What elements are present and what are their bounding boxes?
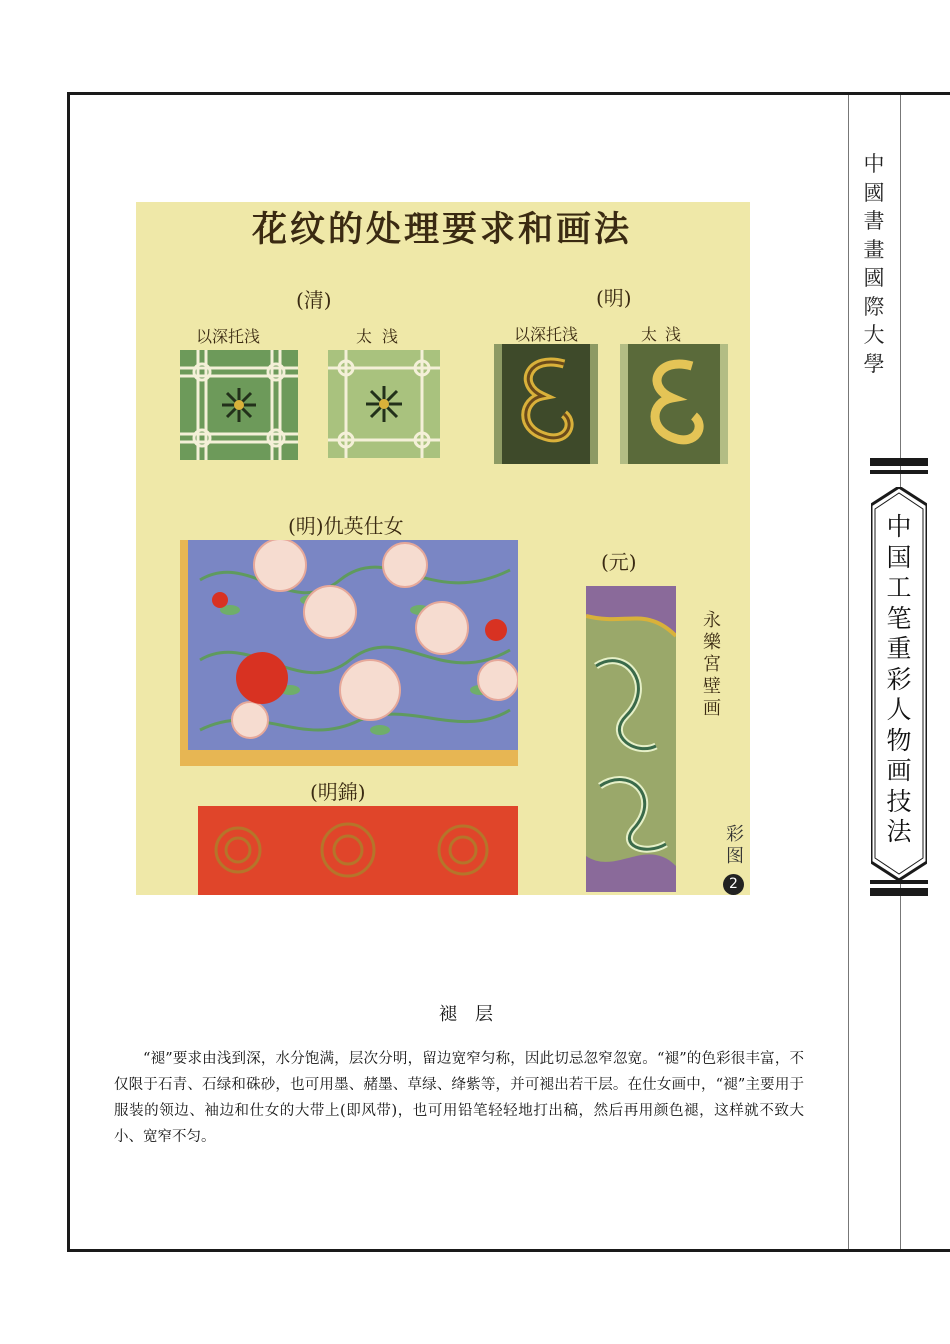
yuan-yongle-panel <box>586 586 676 892</box>
plate-number-badge: 2 <box>723 874 744 895</box>
qing-tile-deep <box>180 350 298 460</box>
ming-qiuying-panel <box>180 540 518 766</box>
ming-brocade-panel <box>198 806 518 895</box>
series-title: 中國書畫國際大學 <box>863 152 885 376</box>
plate-title: 花纹的处理要求和画法 <box>252 209 633 250</box>
label-deep-light-2: 以深托浅 <box>514 325 579 344</box>
section-heading: 褪层 <box>439 1004 511 1025</box>
label-yuan: (元) <box>601 550 637 574</box>
margin-rule-left <box>848 95 849 1249</box>
label-ming: (明) <box>596 286 632 310</box>
label-qing: (清) <box>296 288 332 312</box>
band-bottom-1 <box>870 880 928 884</box>
color-plate <box>136 202 750 895</box>
label-qiuying: (明)仇英仕女 <box>288 514 404 538</box>
body-paragraph: “褪”要求由浅到深，水分饱满，层次分明，留边宽窄匀称，因此切忌忽窄忽宽。“褪”的色彩很丰富，不仅限于石青、石绿和硃砂，也可用墨、赭墨、草绿、绛紫等，并可褪出若干层。在仕女画中，“褪”主要用于服装的领边、袖边和仕女的大带上(即风带)，也可用铅笔轻轻地打出稿，然后再用颜色褪，这样就不致大小、宽窄不匀。 <box>114 1051 804 1145</box>
band-bottom-2 <box>870 888 928 896</box>
band-top-2 <box>870 470 928 474</box>
label-deep-light-1: 以深托浅 <box>196 327 261 346</box>
plate-number-label: 彩图 <box>726 824 744 867</box>
band-top-1 <box>870 458 928 466</box>
body-text <box>114 1046 804 1150</box>
ming-tile-deep <box>494 344 598 464</box>
ming-tile-light <box>620 344 728 464</box>
label-yongle: 永樂宮壁画 <box>703 610 721 719</box>
label-mingjin: (明錦) <box>310 780 366 804</box>
label-too-light-2: 太浅 <box>641 325 690 344</box>
label-too-light-1: 太浅 <box>356 327 409 346</box>
book-title: 中国工笔重彩人物画技法 <box>886 512 912 846</box>
qing-tile-light <box>328 350 440 458</box>
